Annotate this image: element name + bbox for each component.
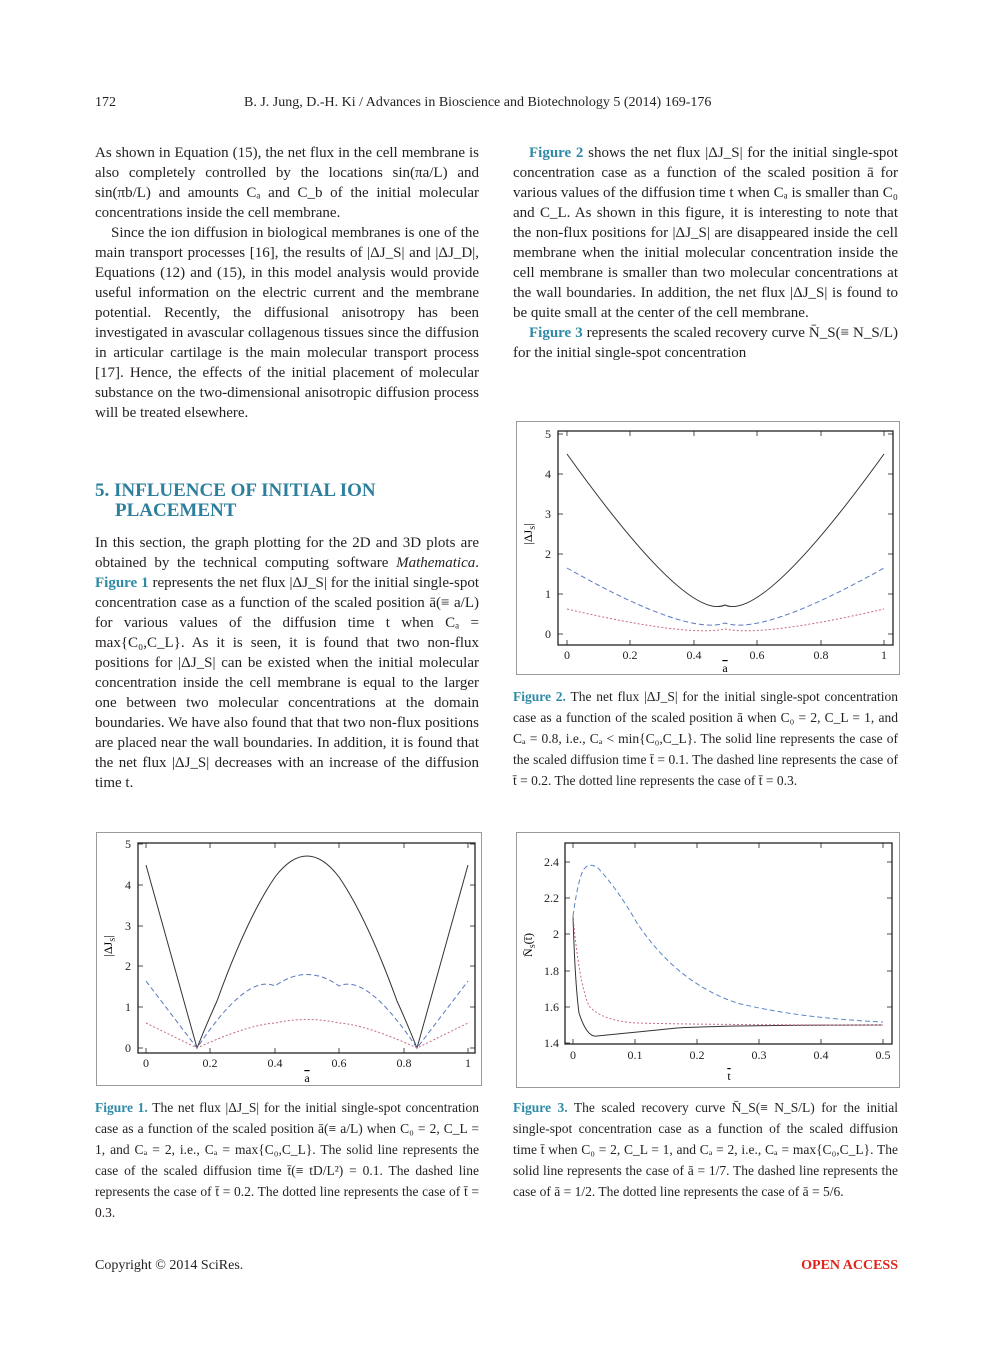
paragraph-figure2 (513, 143, 898, 323)
svg-text:2.2: 2.2 (544, 891, 559, 905)
figure-1-svg (97, 833, 481, 1085)
figure-2-caption (513, 686, 898, 791)
figure-2-caption-text: The net flux |ΔJ_S| for the initial single-spot concentration case as a function of the scaled position ā when C₀ = 2, C_L = 1, and Cₐ = 0.8, i.e., Cₐ < min{C₀,C_L}. The solid line represents the case of the scaled diffusion time t̄ = 0.1. The dashed line represents the case of t̄ = 0.2. The dotted line represents the case of t̄ = 0.3. (513, 689, 898, 788)
svg-text:5: 5 (545, 427, 551, 441)
figure-1-plot (96, 832, 482, 1086)
svg-text:N̄S(t̄): $N̄_S(t̄)$ (521, 933, 537, 957)
svg-text:0: 0 (545, 627, 551, 641)
footer-copyright: Copyright © 2014 SciRes. (95, 1258, 244, 1273)
svg-text:0: 0 (125, 1041, 131, 1055)
svg-text:|ΔJS|: $|\Delta J_S|$ (101, 935, 117, 957)
svg-text:a: a (304, 1071, 310, 1085)
svg-text:|ΔJS|: $|\Delta J_S|$ (521, 523, 537, 545)
svg-text:0.4: 0.4 (267, 1056, 283, 1070)
svg-text:4: 4 (545, 467, 551, 481)
figure-2-caption-label: Figure 2. (513, 689, 566, 704)
svg-text:1: 1 (545, 587, 551, 601)
section-title-line2: PLACEMENT (115, 500, 237, 521)
para-fig2-text: shows the net flux |ΔJ_S| for the initial single-spot concentration case as a function of the scaled position ā for various values of the diffusion time t when Cₐ is smaller than C₀ and C_L. As shown in this figure, it is interesting to note that the non-flux positions for |ΔJ_S| are disappeared inside the cell membrane when the initial molecular concentration inside the cell membrane is smaller than two molecular concentrations at the wall boundaries. In addition, the net flux |ΔJ_S| is found to be quite small at the center of the cell membrane. (513, 145, 899, 321)
para3-text-b: represents the net flux |ΔJ_S| for the initial single-spot concentration case as a function of the scaled position ā(≡ a/L) for various values of the diffusion time t when Cₐ = max{C₀,C_L}. As it is seen, it is found that two non-flux positions for |ΔJ_S| can be existed when the initial molecular concentration inside the cell membrane is equal to the larger one between two molecular concentrations at the domain boundaries. We have also found that that two non-flux positions are placed near the wall boundaries. In addition, it is found that the net flux |ΔJ_S| decreases with an increase of the diffusion time t. (95, 575, 480, 791)
svg-text:0.8: 0.8 (396, 1056, 412, 1070)
svg-text:0.2: 0.2 (622, 648, 638, 662)
svg-text:1.6: 1.6 (544, 1000, 559, 1014)
left-column-section5 (95, 533, 479, 793)
svg-text:0: 0 (143, 1056, 149, 1070)
svg-text:0.6: 0.6 (331, 1056, 347, 1070)
svg-text:t: t (727, 1069, 731, 1083)
svg-text:5: 5 (125, 837, 131, 851)
svg-text:1: 1 (881, 648, 887, 662)
svg-text:0.5: 0.5 (875, 1048, 891, 1062)
svg-text:1.8: 1.8 (544, 964, 559, 978)
figure-2-svg (517, 422, 899, 674)
svg-text:a: a (722, 661, 728, 674)
para3-text-a: In this section, the graph plotting for the 2D and 3D plots are obtained by the technical computing software (95, 535, 479, 571)
mathematica-italic: Mathematica (396, 555, 476, 571)
paragraph-figure3 (513, 323, 898, 363)
svg-text:0.4: 0.4 (686, 648, 702, 662)
svg-text:1: 1 (465, 1056, 471, 1070)
svg-text:0.1: 0.1 (627, 1048, 643, 1062)
svg-text:0.4: 0.4 (813, 1048, 829, 1062)
svg-text:2.4: 2.4 (544, 855, 559, 869)
paragraph-equation-15: As shown in Equation (15), the net flux in the cell membrane is also completely controlled by the locations sin(πa/L) and sin(πb/L) and amounts Cₐ and C_b of the initial molecular concentrations inside the cell membrane. (95, 145, 479, 221)
svg-text:0.2: 0.2 (202, 1056, 218, 1070)
para-fig3-text: represents the scaled recovery curve N̄_S(≡ N_S/L) for the initial single-spot concentration (513, 325, 898, 361)
svg-text:0.6: 0.6 (749, 648, 765, 662)
svg-text:0.8: 0.8 (813, 648, 829, 662)
svg-text:4: 4 (125, 878, 131, 892)
section-title-line1: 5. INFLUENCE OF INITIAL ION (95, 480, 376, 501)
figure-3-caption-text: The scaled recovery curve N̄_S(≡ N_S/L) for the initial single-spot concentration case as a function of the scaled diffusion time t̄ when C₀ = 2, C_L = 1, and Cₐ = 2, i.e., Cₐ = max{C₀,C_L}. The solid line represents the case of ā = 1/7. The dashed line represents the case of ā = 1/2. The dotted line represents the case of ā = 5/6. (513, 1100, 898, 1199)
right-column-top (513, 143, 898, 363)
svg-text:2: 2 (545, 547, 551, 561)
open-access-badge: OPEN ACCESS (801, 1258, 898, 1273)
figure-1-caption (95, 1097, 479, 1223)
svg-text:2: 2 (553, 927, 559, 941)
figure-1-caption-text: The net flux |ΔJ_S| for the initial single-spot concentration case as a function of the scaled position ā(≡ a/L) when C₀ = 2, C_L = 1, and Cₐ = 2, i.e., Cₐ = max{C₀,C_L}. The solid line represents the case of the scaled diffusion time t̄(≡ tD/L²) = 0.1. The dashed line represents the case of t̄ = 0.2. The dotted line represents the case of t̄ = 0.3. (95, 1100, 479, 1220)
figure-2-link[interactable]: Figure 2 (529, 145, 584, 161)
running-title: B. J. Jung, D.-H. Ki / Advances in Bioscience and Biotechnology 5 (2014) 169-176 (244, 95, 712, 110)
paragraph-ion-diffusion: Since the ion diffusion in biological membranes is one of the main transport processes [16], the results of |ΔJ_S| and |ΔJ_D|, Equations (12) and (15), in this model analysis would provide useful information on the electric current and the membrane potential. Recently, the diffusional anisotropy has been investigated in avascular collagenous tissues since the diffusion in articular cartilage is the main molecular transport process [17]. Hence, the effects of the initial placement of molecular substance on the two-dimensional anisotropic diffusion process will be treated elsewhere. (95, 225, 479, 421)
svg-text:3: 3 (125, 919, 131, 933)
svg-text:2: 2 (125, 959, 131, 973)
figure-1-caption-label: Figure 1. (95, 1100, 148, 1115)
svg-text:0: 0 (564, 648, 570, 662)
section-title (95, 481, 485, 521)
figure-3-link[interactable]: Figure 3 (529, 325, 583, 341)
svg-text:0: 0 (570, 1048, 576, 1062)
figure-3-svg (517, 833, 899, 1087)
figure-3-caption (513, 1097, 898, 1202)
svg-text:0.2: 0.2 (689, 1048, 705, 1062)
para3-dot: . (475, 555, 479, 571)
figure-3-plot (516, 832, 900, 1088)
svg-text:1: 1 (125, 1000, 131, 1014)
svg-text:3: 3 (545, 507, 551, 521)
figure-1-link[interactable]: Figure 1 (95, 575, 149, 591)
paragraph-section5 (95, 533, 479, 793)
figure-3-caption-label: Figure 3. (513, 1100, 568, 1115)
left-column-top (95, 143, 479, 423)
figure-2-plot (516, 421, 900, 675)
svg-text:1.4: 1.4 (544, 1036, 559, 1050)
svg-text:0.3: 0.3 (751, 1048, 767, 1062)
page-number: 172 (95, 95, 116, 110)
